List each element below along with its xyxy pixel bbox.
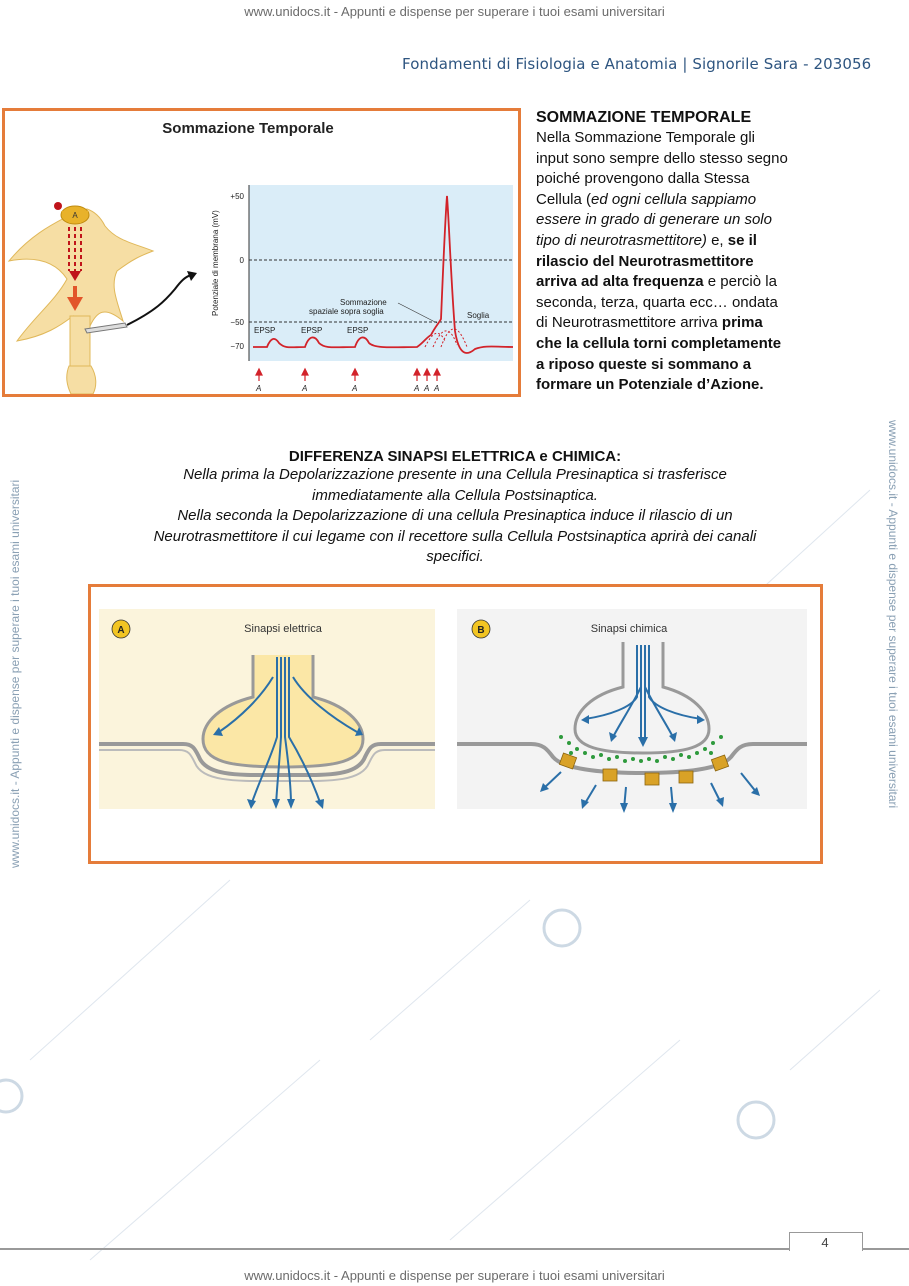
page-number: 4: [821, 1235, 829, 1250]
synapses-diagram: [91, 587, 820, 861]
panel-b-bg: [457, 609, 807, 809]
section-synapse-difference: [60, 448, 850, 568]
figure-synapses: [88, 584, 823, 864]
temporal-summation-diagram: [5, 111, 518, 394]
watermark-left: www.unidocs.it - Appunti e dispense per superare i tuoi esami universitari: [8, 479, 22, 868]
figure-temporal-summation: [2, 108, 521, 397]
watermark-bottom: www.unidocs.it - Appunti e dispense per superare i tuoi esami universitari: [244, 1268, 665, 1283]
section-temporal-summation: [536, 109, 836, 396]
threshold-label: Soglia: [467, 311, 490, 320]
figure1-title: Sommazione Temporale: [162, 120, 334, 137]
section1-body: Nella Sommazione Temporale gli input sono sempre dello stesso segno poiché provengono dalla Stessa Cellula (ed ogni cellula sappiamo essere in grado di generare un solo tipo di neurotrasmettitore) e, se il rilascio del Neurotrasmettitore arriva ad alta frequenza e perciò la seconda, terza, quarta ecc… ondata di Neurotrasmettitore arriva prima che la cellula torni completamente a riposo queste si sommano a formare un Potenziale d’Azione.: [536, 129, 788, 394]
epsp-label-2: EPSP: [301, 326, 323, 335]
page-header: Fondamenti di Fisiologia e Anatomia | Signorile Sara - 203056: [402, 55, 872, 73]
watermark-top: www.unidocs.it - Appunti e dispense per superare i tuoi esami universitari: [244, 4, 665, 19]
tick-minus50: −50: [230, 318, 244, 327]
watermark-right: www.unidocs.it - Appunti e dispense per superare i tuoi esami universitari: [886, 420, 900, 809]
stim-label-2: A: [302, 384, 308, 393]
annotation-sommazione: Sommazione: [340, 298, 387, 307]
yaxis-label: Potenziale di membrana (mV): [211, 210, 220, 316]
stim-label-5: A: [424, 384, 430, 393]
stim-label-1: A: [256, 384, 262, 393]
stim-label-3: A: [352, 384, 358, 393]
section2-title: DIFFERENZA SINAPSI ELETTRICA e CHIMICA:: [288, 448, 622, 465]
tick-minus70: −70: [230, 342, 244, 351]
stim-label-4: A: [414, 384, 420, 393]
panel-b-title: Sinapsi chimica: [590, 623, 668, 635]
panel-a-badge: A: [117, 625, 125, 636]
panel-a-title: Sinapsi elettrica: [244, 623, 322, 635]
epsp-label-1: EPSP: [254, 326, 276, 335]
section2-body: Nella prima la Depolarizzazione presente in una Cellula Presinaptica si trasferisce immediatamente alla Cellula Postsinaptica. Nella seconda la Depolarizzazione di una cellula Presinaptica induce il rilascio di un Neurotrasmettitore il cui legame con il recettore sulla Cellula Postsinaptica aprirà dei canali specifici.: [153, 466, 757, 566]
epsp-label-3: EPSP: [347, 326, 369, 335]
tick-plus50: +50: [230, 192, 244, 201]
stimulus-arrows: [256, 369, 440, 381]
section1-title: SOMMAZIONE TEMPORALE: [536, 109, 752, 126]
annotation-spaziale: spaziale sopra soglia: [309, 307, 384, 316]
neuron-illustration: [9, 202, 197, 394]
tick-0: 0: [239, 256, 244, 265]
neuron-label: A: [72, 211, 78, 220]
stim-label-6: A: [434, 384, 440, 393]
footer-rule: [0, 1248, 909, 1250]
panel-b-badge: B: [477, 625, 485, 636]
